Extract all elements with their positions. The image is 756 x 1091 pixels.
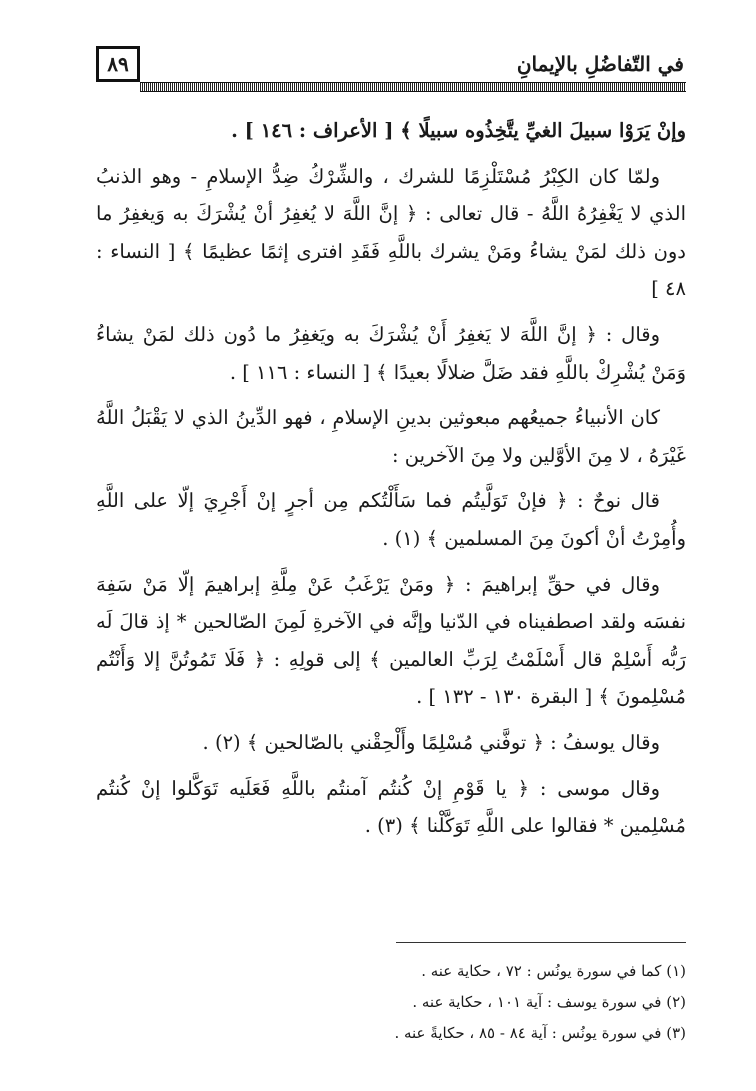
paragraph-4: كان الأنبياءُ جميعُهم مبعوثين بدينِ الإسلامِ ، فهو الدِّينُ الذي لا يَقْبَلُ اللَّهُ غَيْرَهُ ، لا مِنَ الأوَّلين ولا مِنَ الآخرين : (96, 406, 686, 467)
footnote-1: (١) كما في سورة يونُس : ٧٢ ، حكاية عنه . (421, 962, 686, 980)
header-rule (140, 82, 686, 92)
paragraph-5: قال نوحٌ : ﴿ فإنْ تَوَلَّيتُم فما سَأَلْتُكم مِن أجرٍ إنْ أَجْرِيَ إلّا على اللَّهِ وأُمِرْتُ أنْ أكونَ مِنَ المسلمين ﴾ (١) . (96, 489, 686, 550)
body-text (96, 112, 686, 845)
paragraph-2: ولمّا كان الكِبْرُ مُسْتَلْزِمًا للشرك ، والشِّرْكُ ضِدُّ الإسلامِ - وهو الذنبُ الذي لا يَغْفِرُهُ اللَّهُ - قال تعالى : ﴿ إنَّ اللَّهَ لا يُغفِرُ أنْ يُشْرَكَ به وَيغفِرُ ما دون ذلك لمَنْ يشاءُ ومَنْ يشرك باللَّهِ فَقَدِ افترى إثمًا عظيمًا ﴾ [ النساء : ٤٨ ] (96, 164, 686, 301)
running-title: في التّفاضُلِ بالإيمانِ (516, 52, 684, 76)
footnote-rule (396, 942, 686, 943)
paragraph-6: وقال في حقِّ إبراهيمَ : ﴿ ومَنْ يَرْغَبُ عَنْ مِلَّةِ إبراهيمَ إلّا مَنْ سَفِهَ نفسَه ولقد اصطفيناه في الدّنيا وإنَّه في الآخرةِ لَمِنَ الصّالحين * إذ قالَ لَه رَبُّه أَسْلِمْ قال أَسْلَمْتُ لِرَبِّ العالمين ﴾ إلى قولِهِ : ﴿ فَلَا تَمُوتُنَّ إلا وَأَنْتُم مُسْلِمونَ ﴾ [ البقرة ١٣٠ - ١٣٢ ] . (96, 572, 686, 709)
footnote-list (96, 956, 686, 1049)
paragraph-3: وقال : ﴿ إنَّ اللَّهَ لا يَغفِرُ أَنْ يُشْرَكَ به ويَغفِرُ ما دُون ذلك لمَنْ يشاءُ وَمَنْ يُشْرِكْ باللَّهِ فقد ضَلَّ ضلالًا بعيدًا ﴾ [ النساء : ١١٦ ] . (96, 322, 686, 384)
footnote-2: (٢) في سورة يوسف : آية ١٠١ ، حكاية عنه . (412, 993, 686, 1011)
paragraph-7: وقال يوسفُ : ﴿ توفَّني مُسْلِمًا وأَلْحِقْني بالصّالحين ﴾ (٢) . (202, 730, 660, 754)
page-header (96, 40, 686, 92)
paragraph-1: وإنْ يَرَوْا سبيلَ الغيِّ يتَّخِذُوه سبيلًا ﴾ [ الأعراف : ١٤٦ ] . (231, 119, 686, 142)
paragraph-8: وقال موسى : ﴿ يا قَوْمِ إنْ كُنتُم آمنتُم باللَّهِ فَعَلَيه تَوَكَّلوا إنْ كُنتُم مُسْلِمين * فقالوا على اللَّهِ تَوَكَّلْنا ﴾ (٣) . (96, 776, 686, 838)
page-number: ٨٩ (96, 46, 140, 82)
footnote-3: (٣) في سورة يونُس : آية ٨٤ - ٨٥ ، حكايةً عنه . (394, 1024, 686, 1042)
